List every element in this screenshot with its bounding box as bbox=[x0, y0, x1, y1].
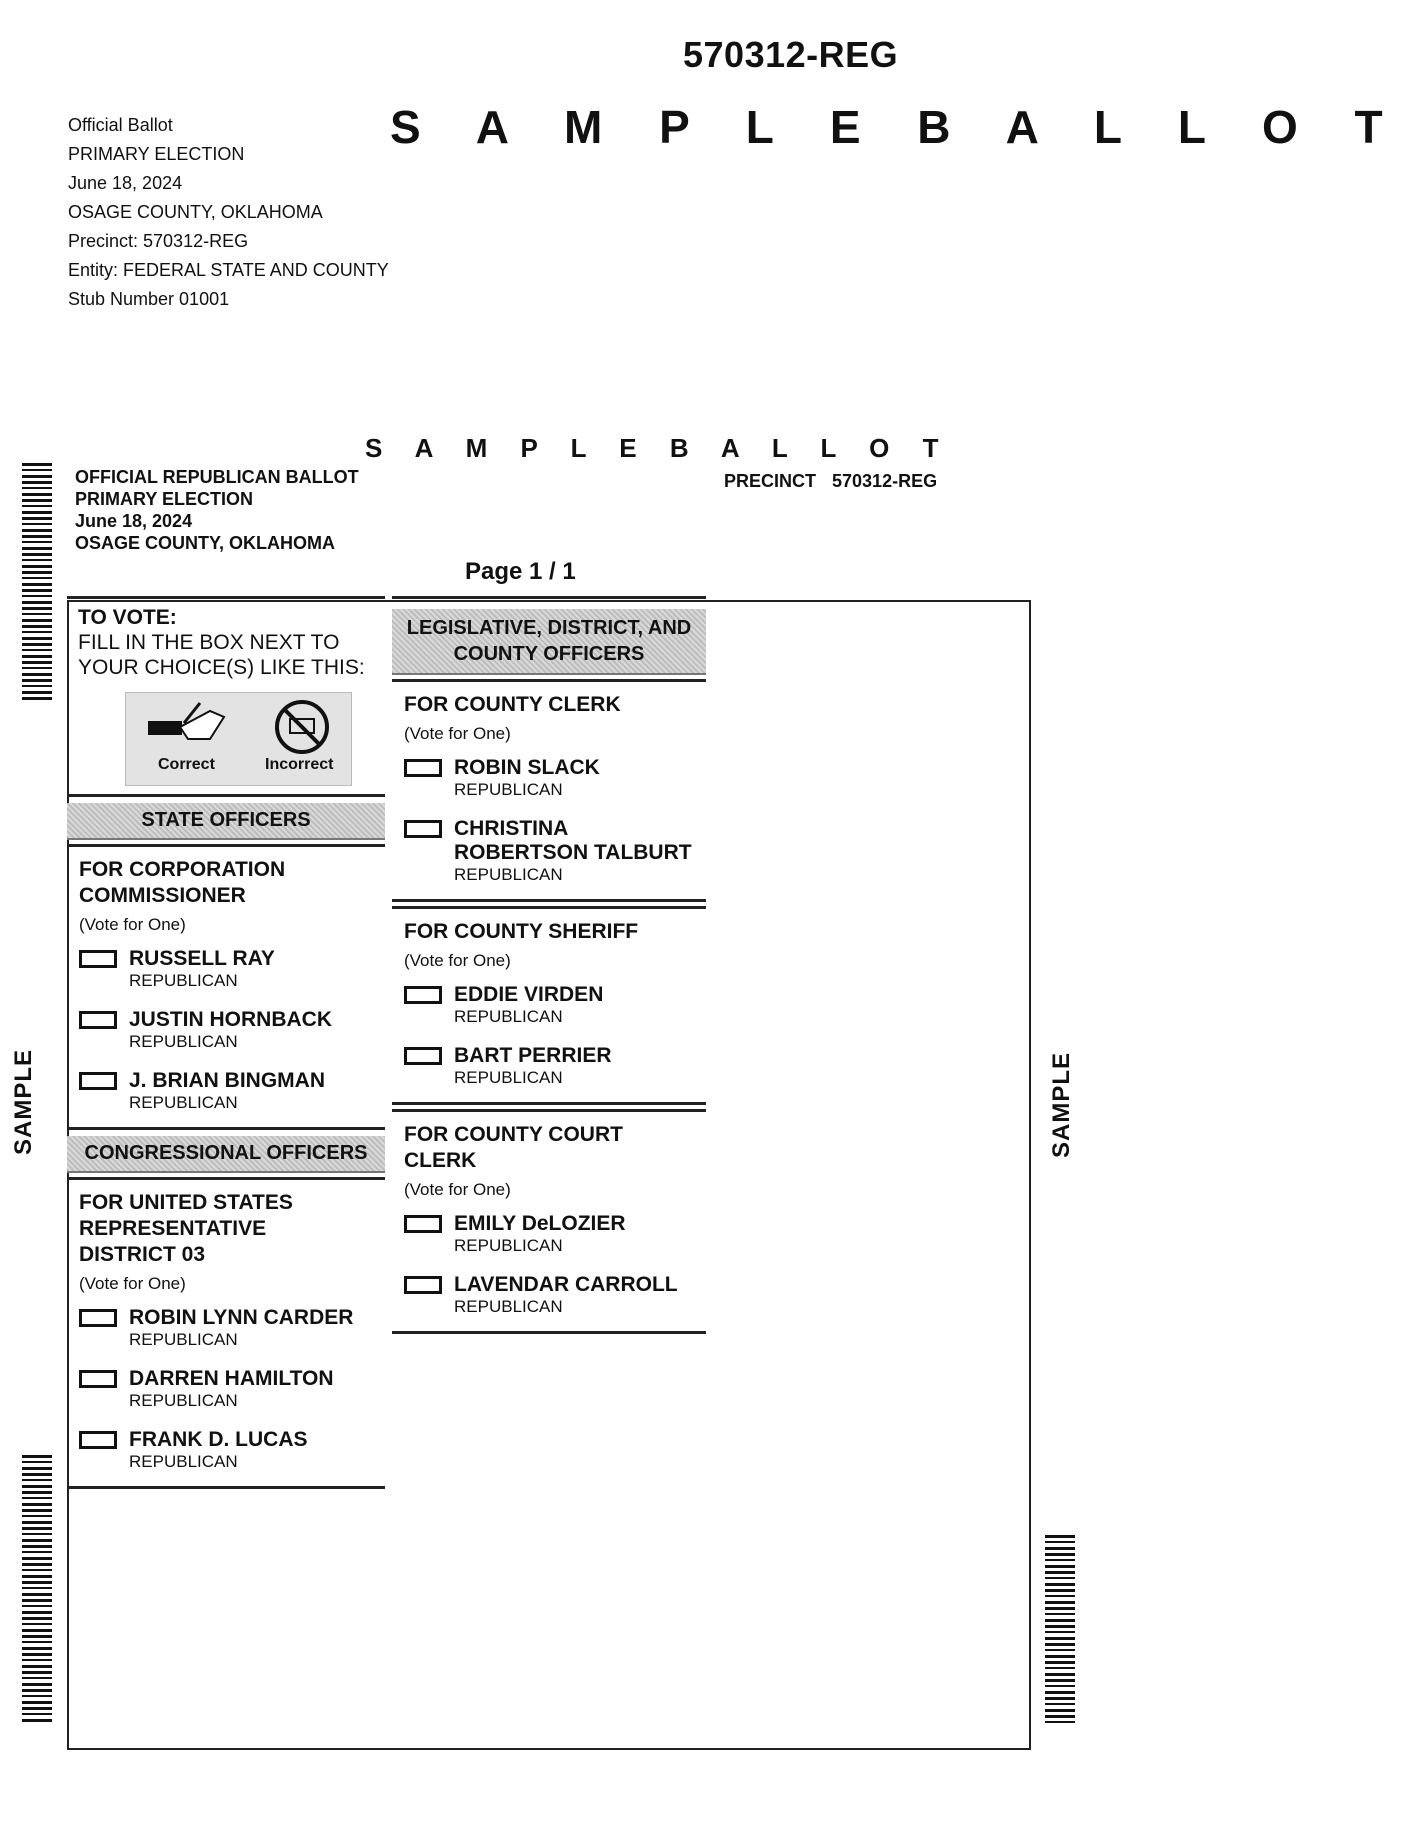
timing-mark bbox=[1045, 1703, 1075, 1705]
timing-mark bbox=[22, 511, 52, 514]
candidate-party: REPUBLICAN bbox=[129, 1093, 238, 1112]
vote-checkbox[interactable] bbox=[79, 1370, 117, 1388]
race-corporation-commissioner bbox=[67, 847, 385, 1127]
race-title: FOR CORPORATION bbox=[79, 858, 286, 881]
timing-mark bbox=[22, 547, 52, 550]
timing-mark bbox=[22, 679, 52, 682]
candidate-option bbox=[79, 1367, 377, 1411]
timing-mark bbox=[22, 1587, 52, 1589]
divider bbox=[67, 1486, 385, 1489]
timing-mark bbox=[22, 1617, 52, 1620]
divider bbox=[67, 1127, 385, 1130]
timing-mark bbox=[22, 1707, 52, 1710]
timing-mark bbox=[22, 589, 52, 592]
timing-mark bbox=[22, 577, 52, 579]
section-header-state: STATE OFFICERS bbox=[67, 803, 385, 840]
timing-mark bbox=[22, 619, 52, 622]
candidate-party: REPUBLICAN bbox=[454, 1236, 563, 1255]
candidate-name: ROBIN SLACK bbox=[454, 756, 600, 779]
timing-mark bbox=[1045, 1679, 1075, 1682]
timing-mark bbox=[22, 1467, 52, 1470]
timing-mark bbox=[1045, 1589, 1075, 1592]
timing-mark bbox=[22, 1713, 52, 1715]
candidate-party: REPUBLICAN bbox=[454, 1007, 563, 1026]
timing-mark bbox=[22, 535, 52, 538]
timing-mark bbox=[1045, 1643, 1075, 1646]
timing-mark bbox=[1045, 1595, 1075, 1597]
timing-mark bbox=[22, 655, 52, 658]
timing-mark bbox=[1045, 1709, 1075, 1712]
timing-mark bbox=[22, 529, 52, 532]
vote-for-instruction: (Vote for One) bbox=[404, 1180, 511, 1199]
timing-mark bbox=[22, 1509, 52, 1512]
vote-checkbox[interactable] bbox=[79, 1309, 117, 1327]
timing-mark bbox=[22, 493, 52, 496]
divider bbox=[392, 596, 706, 599]
timing-mark bbox=[22, 1473, 52, 1476]
timing-mark bbox=[22, 499, 52, 502]
header-line: Precinct: 570312-REG bbox=[68, 231, 249, 251]
instructions-title: TO VOTE: bbox=[78, 606, 177, 629]
timing-mark bbox=[1045, 1661, 1075, 1664]
timing-mark bbox=[22, 553, 52, 556]
timing-mark bbox=[22, 1695, 52, 1697]
timing-mark bbox=[22, 1455, 52, 1458]
race-title: REPRESENTATIVE bbox=[79, 1217, 267, 1240]
instructions-line: FILL IN THE BOX NEXT TO bbox=[78, 631, 340, 654]
candidate-option bbox=[404, 756, 698, 800]
timing-mark bbox=[1045, 1619, 1075, 1622]
precinct-value: 570312-REG bbox=[832, 471, 938, 491]
header-line: Stub Number 01001 bbox=[68, 289, 230, 309]
divider bbox=[67, 794, 385, 797]
timing-mark bbox=[1045, 1631, 1075, 1633]
timing-mark bbox=[22, 631, 52, 633]
timing-mark bbox=[22, 523, 52, 525]
timing-mark bbox=[1045, 1721, 1075, 1723]
timing-mark bbox=[22, 481, 52, 484]
candidate-option bbox=[404, 983, 698, 1027]
timing-mark bbox=[22, 505, 52, 507]
timing-mark bbox=[1045, 1607, 1075, 1610]
timing-mark bbox=[22, 1623, 52, 1625]
candidate-name: LAVENDAR CARROLL bbox=[454, 1273, 678, 1296]
timing-mark bbox=[22, 1641, 52, 1643]
candidate-name: ROBIN LYNN CARDER bbox=[129, 1306, 354, 1329]
ballot-info-line: June 18, 2024 bbox=[75, 511, 193, 531]
vote-checkbox[interactable] bbox=[79, 1431, 117, 1449]
timing-mark bbox=[22, 1479, 52, 1481]
timing-mark bbox=[22, 643, 52, 646]
ballot-info-line: PRIMARY ELECTION bbox=[75, 489, 254, 509]
timing-mark bbox=[1045, 1655, 1075, 1658]
timing-mark bbox=[1045, 1673, 1075, 1676]
timing-mark bbox=[1045, 1601, 1075, 1604]
timing-mark bbox=[22, 1563, 52, 1566]
timing-mark bbox=[22, 1527, 52, 1530]
vote-for-instruction: (Vote for One) bbox=[404, 951, 511, 970]
candidate-name: JUSTIN HORNBACK bbox=[129, 1008, 333, 1031]
vote-checkbox[interactable] bbox=[404, 759, 442, 777]
timing-mark bbox=[22, 1635, 52, 1638]
timing-mark bbox=[22, 1575, 52, 1578]
timing-mark bbox=[22, 475, 52, 478]
vote-for-instruction: (Vote for One) bbox=[404, 724, 511, 743]
candidate-option bbox=[79, 947, 377, 991]
timing-mark bbox=[22, 1503, 52, 1506]
vote-checkbox[interactable] bbox=[404, 986, 442, 1004]
candidate-name: DARREN HAMILTON bbox=[129, 1367, 334, 1390]
race-county-sheriff bbox=[392, 909, 706, 1102]
timing-mark bbox=[1045, 1559, 1075, 1561]
timing-mark bbox=[22, 559, 52, 561]
vote-checkbox[interactable] bbox=[79, 1072, 117, 1090]
timing-mark bbox=[22, 1677, 52, 1679]
candidate-party: REPUBLICAN bbox=[454, 1068, 563, 1087]
race-county-court-clerk bbox=[392, 1112, 706, 1331]
timing-mark bbox=[22, 1593, 52, 1596]
timing-mark bbox=[1045, 1715, 1075, 1718]
timing-mark bbox=[22, 1605, 52, 1607]
timing-mark bbox=[22, 625, 52, 628]
candidate-party: REPUBLICAN bbox=[129, 971, 238, 990]
timing-mark bbox=[22, 1659, 52, 1661]
header-line: PRIMARY ELECTION bbox=[68, 144, 245, 164]
timing-mark bbox=[1045, 1625, 1075, 1628]
timing-mark bbox=[22, 487, 52, 489]
candidate-option bbox=[79, 1008, 377, 1052]
section-header-congressional: CONGRESSIONAL OFFICERS bbox=[67, 1136, 385, 1173]
race-title: COMMISSIONER bbox=[79, 884, 246, 907]
timing-mark bbox=[1045, 1553, 1075, 1556]
timing-mark bbox=[22, 1485, 52, 1488]
timing-mark bbox=[22, 469, 52, 471]
candidate-name: EMILY DeLOZIER bbox=[454, 1212, 626, 1235]
timing-mark bbox=[22, 1629, 52, 1632]
incorrect-label: Incorrect bbox=[265, 756, 334, 773]
side-sample-label-left: SAMPLE bbox=[10, 1048, 37, 1155]
race-title: FOR COUNTY COURT bbox=[404, 1123, 623, 1146]
precinct-label: PRECINCT bbox=[724, 471, 817, 491]
ballot-info-line: OSAGE COUNTY, OKLAHOMA bbox=[75, 533, 336, 553]
timing-mark bbox=[22, 1689, 52, 1692]
race-title: DISTRICT 03 bbox=[79, 1243, 206, 1266]
document-id: 570312-REG bbox=[683, 34, 899, 75]
divider bbox=[392, 1102, 706, 1105]
timing-mark bbox=[22, 607, 52, 610]
candidate-option bbox=[79, 1306, 377, 1350]
correct-label: Correct bbox=[158, 756, 215, 773]
timing-mark bbox=[1045, 1583, 1075, 1586]
marking-example bbox=[125, 692, 352, 786]
timing-mark bbox=[1045, 1565, 1075, 1568]
candidate-party: REPUBLICAN bbox=[454, 780, 563, 799]
race-title: FOR UNITED STATES bbox=[79, 1191, 293, 1214]
page-number: Page 1 / 1 bbox=[465, 558, 576, 585]
vote-checkbox[interactable] bbox=[404, 1276, 442, 1294]
timing-mark bbox=[22, 1701, 52, 1704]
candidate-option bbox=[79, 1428, 377, 1472]
timing-mark bbox=[22, 649, 52, 651]
timing-mark bbox=[1045, 1685, 1075, 1687]
incorrect-mark-icon bbox=[272, 697, 332, 757]
timing-mark bbox=[1045, 1637, 1075, 1640]
vote-checkbox[interactable] bbox=[404, 1047, 442, 1065]
vote-checkbox[interactable] bbox=[79, 950, 117, 968]
header-info bbox=[68, 111, 389, 314]
timing-mark bbox=[22, 583, 52, 586]
section-header-line: COUNTY OFFICERS bbox=[453, 643, 645, 665]
ballot-info-line: OFFICIAL REPUBLICAN BALLOT bbox=[75, 467, 359, 487]
timing-mark bbox=[22, 595, 52, 597]
timing-mark bbox=[22, 685, 52, 687]
precinct-line bbox=[724, 471, 937, 492]
timing-mark bbox=[22, 637, 52, 640]
voting-instructions bbox=[67, 599, 385, 794]
timing-mark bbox=[22, 1719, 52, 1722]
timing-mark bbox=[22, 1539, 52, 1542]
timing-mark bbox=[22, 1611, 52, 1614]
timing-mark bbox=[22, 1521, 52, 1524]
section-header-legislative bbox=[392, 609, 706, 675]
timing-mark bbox=[1045, 1667, 1075, 1669]
candidate-name: ROBERTSON TALBURT bbox=[454, 841, 692, 864]
race-county-clerk bbox=[392, 682, 706, 899]
timing-mark bbox=[1045, 1649, 1075, 1651]
race-us-representative bbox=[67, 1180, 385, 1486]
candidate-name: CHRISTINA bbox=[454, 817, 569, 840]
header-line: Entity: FEDERAL STATE AND COUNTY bbox=[68, 260, 389, 280]
timing-mark bbox=[22, 1569, 52, 1571]
race-title: FOR COUNTY CLERK bbox=[404, 693, 621, 716]
timing-mark bbox=[22, 691, 52, 694]
timing-mark bbox=[1045, 1535, 1075, 1538]
timing-mark bbox=[1045, 1691, 1075, 1694]
timing-mark bbox=[22, 1653, 52, 1656]
timing-mark bbox=[1045, 1697, 1075, 1700]
candidate-option bbox=[404, 1273, 698, 1317]
timing-mark bbox=[22, 541, 52, 543]
candidate-option bbox=[404, 1044, 698, 1088]
timing-mark bbox=[1045, 1541, 1075, 1543]
timing-mark bbox=[22, 1491, 52, 1494]
timing-mark bbox=[1045, 1571, 1075, 1574]
timing-mark bbox=[1045, 1613, 1075, 1615]
vote-checkbox[interactable] bbox=[404, 1215, 442, 1233]
header-line: OSAGE COUNTY, OKLAHOMA bbox=[68, 202, 323, 222]
candidate-party: REPUBLICAN bbox=[129, 1330, 238, 1349]
header-line: June 18, 2024 bbox=[68, 173, 183, 193]
timing-mark bbox=[22, 1551, 52, 1553]
timing-mark bbox=[22, 1557, 52, 1560]
timing-mark bbox=[1045, 1577, 1075, 1579]
candidate-party: REPUBLICAN bbox=[129, 1452, 238, 1471]
timing-mark bbox=[22, 1581, 52, 1584]
timing-mark bbox=[22, 1671, 52, 1674]
timing-mark bbox=[22, 673, 52, 676]
candidate-name: J. BRIAN BINGMAN bbox=[129, 1069, 326, 1092]
divider bbox=[392, 899, 706, 902]
candidate-name: FRANK D. LUCAS bbox=[129, 1428, 308, 1451]
timing-mark bbox=[22, 1515, 52, 1517]
race-title: CLERK bbox=[404, 1149, 477, 1172]
ballot-column-middle bbox=[392, 596, 706, 1334]
ballot-column-left bbox=[67, 596, 385, 1489]
candidate-option bbox=[404, 1212, 698, 1256]
ballot-sample-title: S A M P L E B A L L O T bbox=[365, 433, 952, 463]
candidate-party: REPUBLICAN bbox=[454, 1297, 563, 1316]
candidate-party: REPUBLICAN bbox=[129, 1391, 238, 1410]
timing-mark bbox=[22, 697, 52, 700]
timing-mark bbox=[22, 613, 52, 615]
divider bbox=[392, 1331, 706, 1334]
vote-checkbox[interactable] bbox=[79, 1011, 117, 1029]
timing-mark bbox=[22, 1461, 52, 1463]
timing-mark bbox=[22, 1647, 52, 1650]
vote-for-instruction: (Vote for One) bbox=[79, 915, 186, 934]
candidate-name: BART PERRIER bbox=[454, 1044, 612, 1067]
side-sample-label-right: SAMPLE bbox=[1048, 1051, 1075, 1158]
instructions-line: YOUR CHOICE(S) LIKE THIS: bbox=[78, 656, 365, 679]
vote-checkbox[interactable] bbox=[404, 820, 442, 838]
timing-mark bbox=[22, 463, 52, 466]
timing-mark bbox=[22, 1599, 52, 1602]
candidate-option bbox=[404, 817, 698, 885]
timing-mark bbox=[22, 1545, 52, 1548]
sample-ballot-title: S A M P L E B A L L O T bbox=[390, 101, 1405, 153]
timing-mark bbox=[22, 565, 52, 568]
candidate-name: RUSSELL RAY bbox=[129, 947, 275, 970]
correct-mark-icon bbox=[140, 699, 230, 759]
section-header-line: LEGISLATIVE, DISTRICT, AND bbox=[406, 617, 692, 639]
vote-for-instruction: (Vote for One) bbox=[79, 1274, 186, 1293]
timing-mark bbox=[22, 1683, 52, 1686]
race-title: FOR COUNTY SHERIFF bbox=[404, 920, 639, 943]
timing-marks-bottom-left bbox=[22, 1455, 52, 1725]
timing-mark bbox=[22, 1533, 52, 1535]
candidate-name: EDDIE VIRDEN bbox=[454, 983, 604, 1006]
timing-mark bbox=[22, 661, 52, 664]
candidate-option bbox=[79, 1069, 377, 1113]
timing-mark bbox=[22, 571, 52, 574]
ballot-info bbox=[75, 466, 359, 554]
timing-mark bbox=[22, 601, 52, 604]
header-line: Official Ballot bbox=[68, 115, 173, 135]
timing-mark bbox=[1045, 1547, 1075, 1550]
timing-mark bbox=[22, 667, 52, 669]
timing-marks-bottom-right bbox=[1045, 1535, 1075, 1727]
timing-marks-top-left bbox=[22, 463, 52, 703]
timing-mark bbox=[22, 1665, 52, 1668]
timing-mark bbox=[22, 517, 52, 520]
candidate-party: REPUBLICAN bbox=[129, 1032, 238, 1051]
candidate-party: REPUBLICAN bbox=[454, 865, 563, 884]
timing-mark bbox=[22, 1497, 52, 1499]
